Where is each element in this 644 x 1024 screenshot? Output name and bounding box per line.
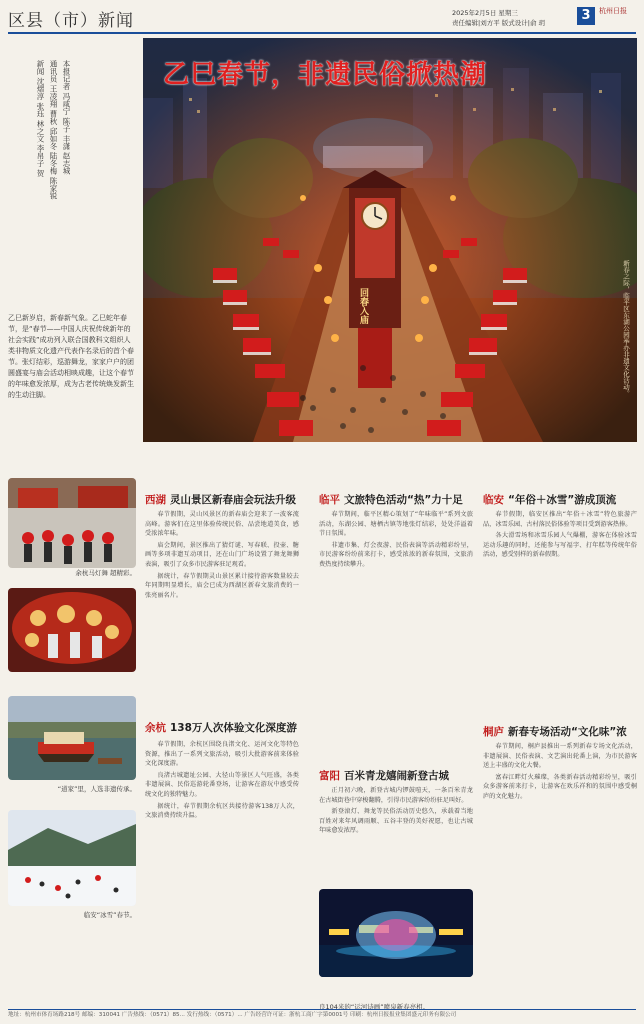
heading-text: 138万人次体验文化深度游 (170, 722, 297, 734)
heading-text: 文旅特色活动“热”力十足 (344, 494, 463, 506)
article-yuhang (145, 740, 299, 1002)
lede-paragraph: 乙巳新岁启，新春新气象。乙巳蛇年春节，是“春节——中国人庆祝传统新年的社会实践”成功列入联合国教科文组织人类非物质文化遗产代表作名录后的首个春节。张灯结彩，巡游舞龙，家家户户的团圆盛宴与庙会活动相映成趣，让这个春节的年味愈发浓厚，成为古老传统焕发新生的生动注脚。 (8, 314, 134, 399)
night-fair-illustration (143, 38, 637, 442)
region-label: 临安 (483, 494, 504, 506)
heading-text: 灵山景区新春庙会玩法升级 (170, 494, 296, 506)
paragraph: 春节期间，临平区精心策划了“年味临平”系列文旅活动，东湖公园、塘栖古镇等地张灯结彩，处处洋溢着节日氛围。 (319, 511, 473, 538)
paragraph: 据统计，春节假期灵山景区累计接待游客数量较去年同期明显增长，庙会已成为西湖区新春文旅消费的一张亮丽名片。 (145, 572, 299, 599)
paragraph: 各大滑雪场和冰雪乐园人气爆棚，游客在体验冰雪运动乐趣的同时，还能参与写福字、打年糕等传统年俗活动，感受别样的新春假期。 (483, 532, 637, 559)
paragraph: 富春江畔灯火璀璨，各类新春活动精彩纷呈，吸引众多游客前来打卡，让游客在欢乐祥和的氛围中感受桐庐的文化魅力。 (483, 773, 637, 800)
publication-info (452, 8, 545, 28)
section-heading-xihu (145, 492, 299, 507)
paragraph: 非遗市集、灯会夜游、民俗表演等活动精彩纷呈，市民游客纷纷前来打卡，感受浓浓的新春氛围，文旅消费热度持续攀升。 (319, 541, 473, 568)
paragraph: 春节期间，桐庐县推出一系列新春专场文化活动，非遗展演、民俗表演、文艺演出轮番上演，为市民游客送上丰盛的文化大餐。 (483, 743, 637, 770)
section-heading-linan (483, 492, 637, 507)
region-label: 临平 (319, 494, 340, 506)
hero-photo (143, 38, 637, 442)
heading-text: “年俗＋冰雪”游成顶流 (508, 494, 617, 506)
photo-horse-lantern (8, 478, 136, 568)
heading-text: 百米青龙嬉闹新登古城 (344, 770, 449, 782)
editor-line: 责任编辑|刘方平 版式设计|俞 玥 (452, 19, 546, 27)
footer-imprint: 地址：杭州市体育场路218号 邮编：310041 广告热线：（0571）85... 发行热线：（0571）... 广告经营许可证：浙杭工商广字第0001号 印刷：杭州日报报业集团盛元印务有限公司 (8, 1009, 636, 1019)
photo-horse-lantern-illustration (8, 478, 136, 568)
heading-text: 新春专场活动“文化味”浓 (508, 726, 627, 738)
photo-snow-illustration (8, 810, 136, 906)
newspaper-logo: 杭州日报 (599, 7, 627, 15)
masthead-rule (8, 32, 636, 34)
paragraph: 良渚古城遗址公园、大径山等景区人气旺盛，各类非遗展演、民俗巡游轮番登场，让游客在游玩中感受传统文化的独特魅力。 (145, 771, 299, 798)
region-label: 余杭 (145, 722, 166, 734)
caption-snow: 临安“冰雪”春节。 (83, 911, 136, 919)
photo-fountain-illustration (319, 889, 473, 977)
credit-line: 通讯员 王凌翔 曹秋 邱如冬 陆冬梅 陈家锐 (49, 60, 58, 200)
headline: 乙巳春节，非遗民俗掀热潮 (163, 60, 488, 90)
credit-line: 本报记者 冯咸宁 陈子 丰潇 赵志城 (62, 60, 71, 175)
region-label: 西湖 (145, 494, 166, 506)
article-linping (319, 510, 473, 758)
caption-fountain: 良104米的“运河诗画”喷泉新春亮相。 (319, 1003, 430, 1011)
lantern-sign: 回春入庙 (358, 288, 368, 324)
masthead (0, 0, 644, 34)
hero-caption: 新春之际，临平区东湖公园举办非遗文化活动。 (622, 260, 630, 397)
section-title: 区县（市）新闻 (8, 11, 134, 31)
article-tonglu (483, 742, 637, 1004)
photo-boat (8, 696, 136, 780)
photo-performance-illustration (8, 588, 136, 672)
caption-horse-lantern: 余杭马灯舞 超精彩。 (75, 569, 136, 577)
page-number: 3 (577, 7, 595, 25)
paragraph: 新登滚灯、舞龙等民俗活动历史悠久，承载着当地百姓对来年风调雨顺、五谷丰登的美好祝愿，也让古城年味愈发浓厚。 (319, 808, 473, 835)
photo-snow (8, 810, 136, 906)
caption-boat: “道家”里，人选非遗传承。 (57, 785, 136, 793)
reporter-credits (34, 60, 73, 290)
article-xihu (145, 510, 299, 710)
article-fuyang (319, 786, 473, 884)
section-heading-tonglu (483, 724, 637, 739)
section-heading-linping (319, 492, 473, 507)
paragraph: 据统计，春节假期余杭区共接待游客138万人次，文旅消费持续升温。 (145, 802, 299, 820)
article-linan (483, 510, 637, 706)
date-line: 2025年2月5日 星期三 (452, 9, 518, 17)
paragraph: 春节假期，余杭区围绕良渚文化、运河文化等特色资源，推出了一系列文旅活动，吸引大批游客前来体验文化深度游。 (145, 741, 299, 768)
photo-performance (8, 588, 136, 672)
paragraph: 正月初六晚，新登古城内锣鼓喧天，一条百米青龙在古城街巷中穿梭翻腾，引得市民游客纷纷驻足叫好。 (319, 787, 473, 804)
credit-line: 新闻 沈熠淳 张珏 林之文 李帛子 贺 (36, 60, 45, 177)
paragraph: 春节假期，临安区推出“年俗＋冰雪”特色旅游产品，冰雪乐园、古村落民俗体验等项目受到游客热捧。 (483, 511, 637, 528)
section-heading-fuyang (319, 768, 473, 783)
region-label: 富阳 (319, 770, 340, 782)
section-heading-yuhang (145, 720, 299, 735)
paragraph: 庙会期间，景区推出了猜灯谜、写春联、投壶、糖画等多项非遗互动项目，还在山门广场设置了舞龙舞狮表演，吸引了众多市民游客驻足观看。 (145, 541, 299, 568)
region-label: 桐庐 (483, 726, 504, 738)
paragraph: 春节假期，灵山风景区的新春庙会迎来了一波客流高峰。游客们在这里体验传统民俗、品尝地道美食，感受浓浓年味。 (145, 511, 299, 538)
photo-boat-illustration (8, 696, 136, 780)
photo-fountain (319, 889, 473, 977)
